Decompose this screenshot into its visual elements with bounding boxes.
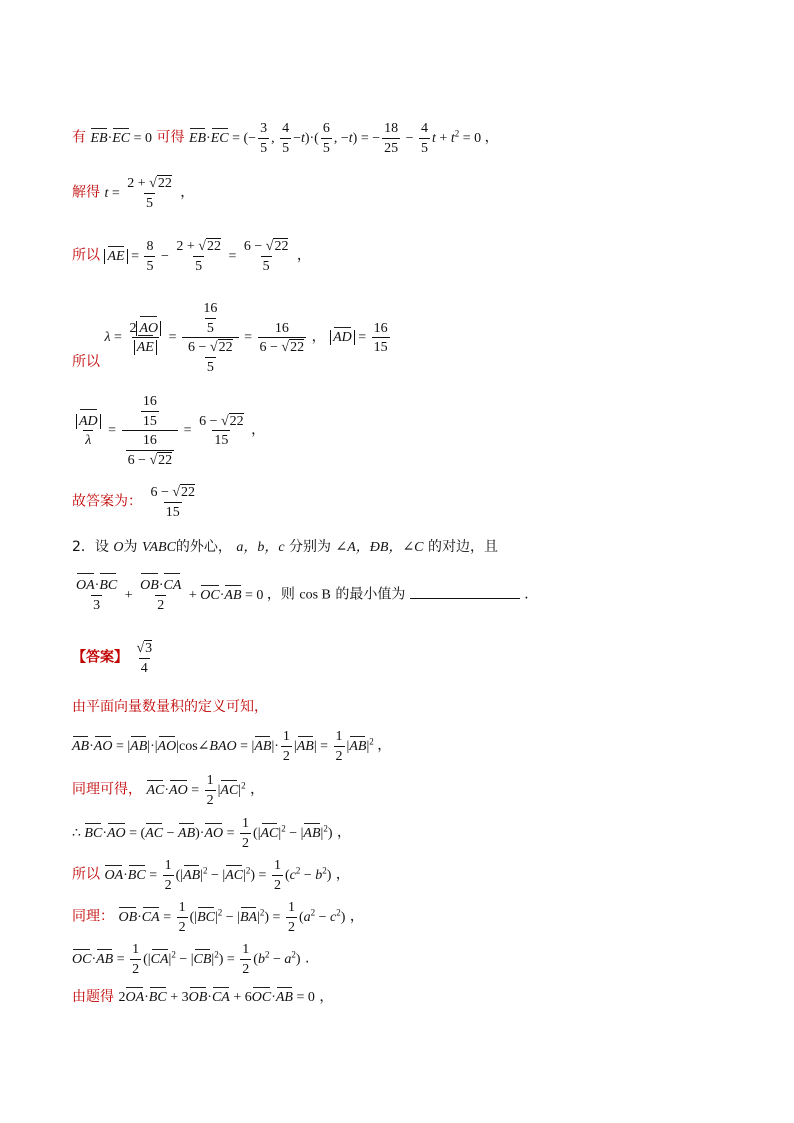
solution-step-oc-ab: OC·AB = $\frac{1}{2}$ $(|CA|^2 - |CB|^2)$ = $\frac{1}{2}$ $(b^2 - a^2)$ . [72,942,310,977]
line-lambda: 所以 λ = $\frac{2 AO}{AE}$ = $\frac{\frac{16}{5}}{\frac{6 - √22}{5}}$ = $\frac{16}{6 - √22}$ ， AD = $\frac{16}{15}$ [72,300,392,376]
solution-intro: 由平面向量数量积的定义可知， [72,699,268,715]
math-eb-ec-zero: EB·EC = 0 [90,130,153,146]
line-solve-t: 解得 t = $\frac{2 + √22}{5}$ ， [72,176,195,211]
math-given: 2OA·BC + 3OB·CA + 6OC·AB = 0 [118,990,315,1005]
math-ad-lambda: $\frac{AD}{\lambda}$ = $\frac{\frac{16}{15}}{\frac{16}{6 - √22}}$ = $\frac{6 - √22}{15}$ [72,423,251,438]
math-answer-2: $\frac{√3}{4}$ [136,641,153,676]
math-ab-ao: AB·AO = |AB|·|AO|cos∠BAO = |AB|· $\frac{1}{2}$ |AB| = $\frac{1}{2}$ $|AB|^2$ [72,729,374,764]
math-ob-ca: OB·CA = $\frac{1}{2}$ $(|BC|^2 - |BA|^2)$ = $\frac{1}{2}$ $(a^2 - c^2)$ [118,900,346,935]
math-eb-ec-expand: EB·EC = (− $\frac{3}{5}$ , $\frac{4}{5}$ −t)·( $\frac{6}{5}$ , −t) = − $\frac{18}{25}$ − $\frac{4}{5}$ $t + t^2 = 0$ [188,121,485,156]
solution-step-bc-ao: ∴ BC·AO = (AC − AB)·AO = $\frac{1}{2}$ $(|AC|^2 - |AB|^2)$ ， [72,816,351,851]
solution-step-given: 由题得 2OA·BC + 3OB·CA + 6OC·AB = 0 ， [72,989,334,1005]
line-ad-over-lambda: $\frac{AD}{\lambda}$ = $\frac{\frac{16}{15}}{\frac{16}{6 - √22}}$ = $\frac{6 - √22}{15}$ ， [72,393,265,469]
math-ad: AD = $\frac{16}{15}$ [330,330,392,345]
math-condition: $\frac{OA\cdot BC}{3}$ + $\frac{OB\cdot CA}{2}$ + OC·AB = 0 [76,578,267,613]
solution-step-ob-ca: 同理： OB·CA = $\frac{1}{2}$ $(|BC|^2 - |BA|^2)$ = $\frac{1}{2}$ $(a^2 - c^2)$ ， [72,900,364,935]
answer-line: 【答案】 $\frac{√3}{4}$ [72,640,156,677]
math-lambda: λ = $\frac{2 AO}{AE}$ = $\frac{\frac{16}{5}}{\frac{6 - √22}{5}}$ = $\frac{16}{6 - √22}$ [104,301,305,375]
answer-blank[interactable] [410,586,520,599]
line-answer-1: 故答案为： $\frac{6 - √22}{15}$ [72,484,199,521]
question-2-line-1: 2．设 O为 VABC的外心， a，b，c 分别为 ∠A，ÐB，∠C 的对边，且 [72,539,498,555]
line-ae-length: 所以 AE = $\frac{8}{5}$ − $\frac{2 + √22}{5}$ = $\frac{6 - √22}{5}$ ， [72,239,311,274]
math-answer-1: $\frac{6 - √22}{15}$ [150,485,196,520]
line-eb-ec: 有 EB·EC = 0 可得 EB·EC = (− $\frac{3}{5}$ , $\frac{4}{5}$ −t)·( $\frac{6}{5}$ , −t) = − $\frac{18}{25}$ − $\frac{4}{5}$ $t + t^2 = 0$ ， [72,121,499,156]
question-2-line-2: $\frac{OA\cdot BC}{3}$ + $\frac{OB\cdot CA}{2}$ + OC·AB = 0 ，则 cos B 的最小值为 ． [72,577,538,614]
solution-step-oa-bc: 所以 OA·BC = $\frac{1}{2}$ $(|AB|^2 - |AC|^2)$ = $\frac{1}{2}$ $(c^2 - b^2)$ ， [72,858,350,893]
solution-step-ac-ao: 同理可得， AC·AO = $\frac{1}{2}$ $|AC|^2$ ， [72,773,265,808]
math-t-value: t = $\frac{2 + √22}{5}$ [104,176,172,211]
math-ac-ao: AC·AO = $\frac{1}{2}$ $|AC|^2$ [146,773,246,808]
math-ae: AE = $\frac{8}{5}$ − $\frac{2 + √22}{5}$ = $\frac{6 - √22}{5}$ [104,249,292,264]
solution-step-ab-ao: AB·AO = |AB|·|AO|cos∠BAO = |AB|· $\frac{1}{2}$ |AB| = $\frac{1}{2}$ $|AB|^2$ ， [72,729,392,764]
math-oa-bc: OA·BC = $\frac{1}{2}$ $(|AB|^2 - |AC|^2)$ = $\frac{1}{2}$ $(c^2 - b^2)$ [104,858,332,893]
math-oc-ab: OC·AB = $\frac{1}{2}$ $(|CA|^2 - |CB|^2)$ = $\frac{1}{2}$ $(b^2 - a^2)$ [72,942,301,977]
math-bc-ao: ∴ BC·AO = (AC − AB)·AO = $\frac{1}{2}$ $(|AC|^2 - |AB|^2)$ [72,816,333,851]
